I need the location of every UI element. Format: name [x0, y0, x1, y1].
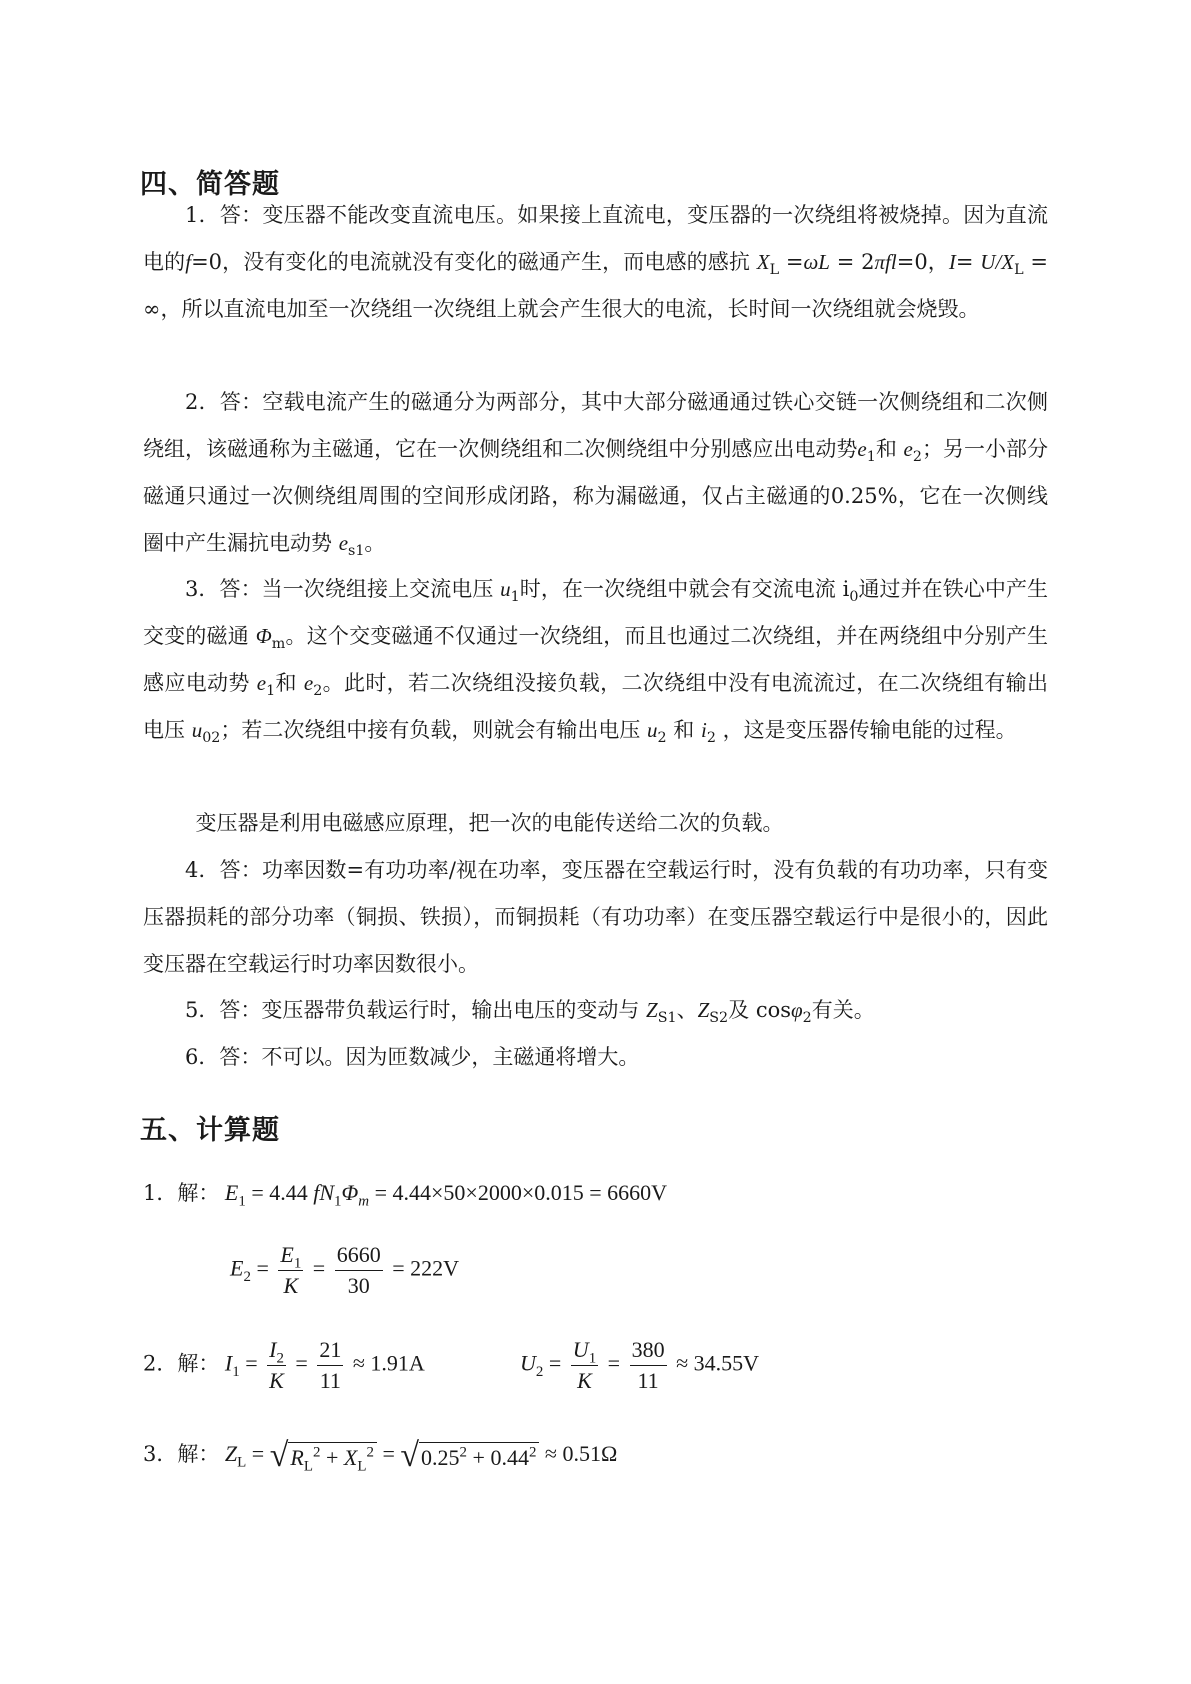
answer-3: 3．答：当一次绕组接上交流电压 $u_1$时，在一次绕组中就会有交流电流 $i_0$通过并在铁心中产生交变的磁通 $\Phi_m$。这个交变磁通不仅通过一次绕组，而且也通过二次绕组，并在两绕组中分别产生感应电动势 $e_1$和 $e_2$。此时，若二次绕组没接负载，二次绕组中没有电流流过，在二次绕组有输出电压 $u_{02}$；若二次绕组中接有负载，则就会有输出电压 $u_2$ 和 $i_2$ ，这是变压器传输电能的过程。	[143, 577, 1049, 747]
solution-1-eq-2: $E_2$ = $\frac{E_1}{K}$ = $\frac{6660}{30}$ = 222V	[230, 1240, 459, 1301]
fraction: $\frac{6660}{30}$	[336, 1242, 381, 1298]
answer-5: 5．答：变压器带负载运行时，输出电压的变动与 $Z_{S1}$、$Z_{S2}$及 cosφ$_2$有关。	[185, 998, 875, 1027]
section-title-calculation: 五、计算题	[140, 1115, 280, 1146]
solution-2-eq-1: 2．解： $I_1$ = $\frac{I_2}{K}$ = $\frac{21}{11}$ ≈ 1.91A	[143, 1335, 425, 1396]
fraction: $\frac{21}{11}$	[319, 1337, 342, 1393]
solution-1-eq-1: 1．解： $E_1 = 4.44$ $fN_1\Phi_m = 4.44\times 50\times 2000\times 0.015 = 6660V$	[143, 1180, 668, 1210]
answer-3-extra: 变压器是利用电磁感应原理，把一次的电能传送给二次的负载。	[195, 811, 784, 835]
solution-2-eq-2: $U_2$ = $\frac{U_1}{K}$ = $\frac{380}{11}$ ≈ 34.55V	[520, 1335, 759, 1396]
answer-4: 4．答：功率因数=有功功率/视在功率，变压器在空载运行时，没有负载的有功功率，只有变压器损耗的部分功率（铜损、铁损），而铜损耗（有功功率）在变压器空载运行中是很小的，因此变压器在空载运行时功率因数很小。	[143, 858, 1048, 976]
answer-6: 6．答：不可以。因为匝数减少，主磁通将增大。	[185, 1045, 640, 1069]
square-root: $√0.25^2 + 0.44^2$	[400, 1437, 539, 1475]
fraction: $\frac{380}{11}$	[631, 1337, 665, 1393]
solution-3-eq: 3．解： $Z_L = √R_L^2 + X_L^2 = √0.25^2 + 0.44^2 \approx 0.51\Omega$	[143, 1437, 618, 1474]
square-root: $√R_L^2 + X_L^2$	[270, 1437, 377, 1475]
answer-1: 1．答：变压器不能改变直流电压。如果接上直流电，变压器的一次绕组将被烧掉。因为直流电的f=0，没有变化的电流就没有变化的磁通产生，而电感的感抗 $X_L =\omega L = 2\pi fl=0$，$I= U/X_L$ = ∞，所以直流电加至一次绕组一次绕组上就会产生很大的电流，长时间一次绕组就会烧毁。	[143, 203, 1048, 321]
fraction: $\frac{I_2}{K}$	[269, 1337, 284, 1393]
fraction: $\frac{E_1}{K}$	[280, 1242, 302, 1298]
section-title-short-answer: 四、简答题	[140, 169, 280, 200]
answer-2: 2．答：空载电流产生的磁通分为两部分，其中大部分磁通通过铁心交链一次侧绕组和二次侧绕组，该磁通称为主磁通，它在一次侧绕组和二次侧绕组中分别感应出电动势$e_1$和 $e_2$；另一小部分磁通只通过一次侧绕组周围的空间形成闭路，称为漏磁通，仅占主磁通的0.25%，它在一次侧线圈中产生漏抗电动势 $e_{s1}$。	[143, 390, 1048, 560]
fraction: $\frac{U_1}{K}$	[572, 1337, 597, 1393]
